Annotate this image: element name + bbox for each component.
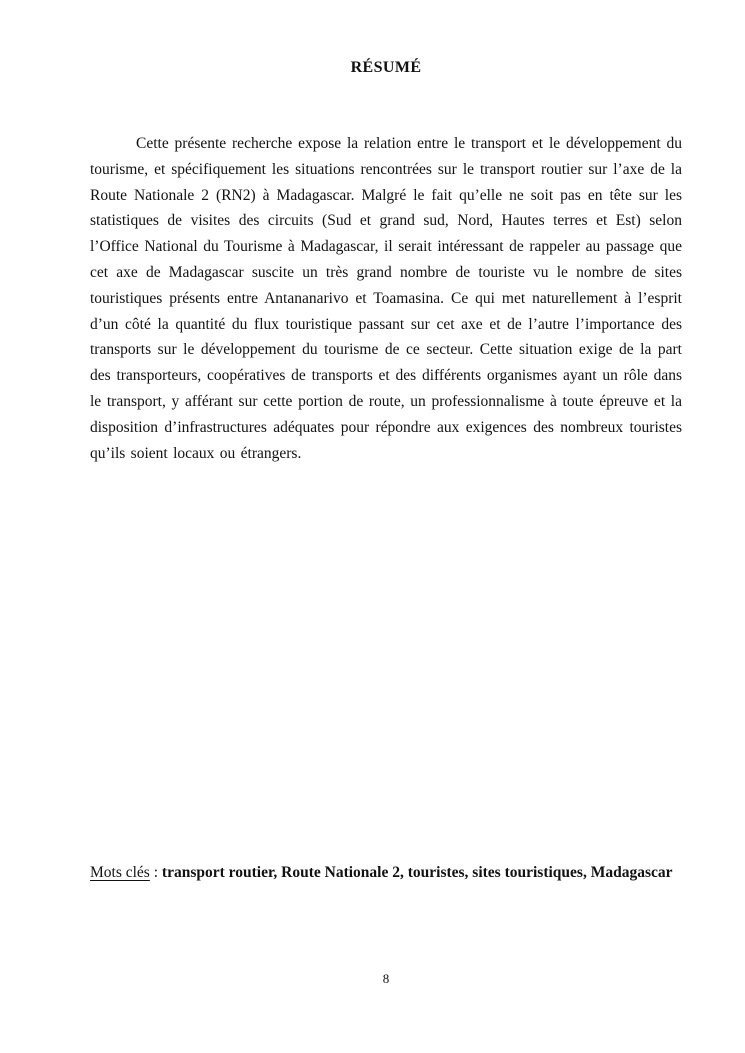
- page-title: RÉSUMÉ: [350, 59, 422, 76]
- keywords-label: Mots clés: [90, 864, 150, 881]
- page-number: 8: [382, 971, 390, 986]
- keywords-line: [90, 863, 682, 883]
- abstract-paragraph: Cette présente recherche expose la relation entre le transport et le développement du tourisme, et spécifiquement les situations rencontrées sur le transport routier sur l’axe de la Route Nationale 2 (RN2) à Madagascar. Malgré le fait qu’elle ne soit pas en tête sur les statistiques de visites des circuits (Sud et grand sud, Nord, Hautes terres et Est) selon l’Office National du Tourisme à Madagascar, il serait intéressant de rappeler au passage que cet axe de Madagascar suscite un très grand nombre de touriste vu le nombre de sites touristiques présents entre Antananarivo et Toamasina. Ce qui met naturellement à l’esprit d’un côté la quantité du flux touristique passant sur cet axe et de l’autre l’importance des transports sur le développement du tourisme de ce secteur. Cette situation exige de la part des transporteurs, coopératives de transports et des différents organismes ayant un rôle dans le transport, y afférant sur cette portion de route, un professionnalisme à toute épreuve et la disposition d’infrastructures adéquates pour répondre aux exigences des nombreux touristes qu’ils soient locaux ou étrangers.: [90, 135, 682, 462]
- keywords-separator: :: [149, 864, 162, 881]
- keywords-value: transport routier, Route Nationale 2, touristes, sites touristiques, Madagascar: [161, 864, 673, 881]
